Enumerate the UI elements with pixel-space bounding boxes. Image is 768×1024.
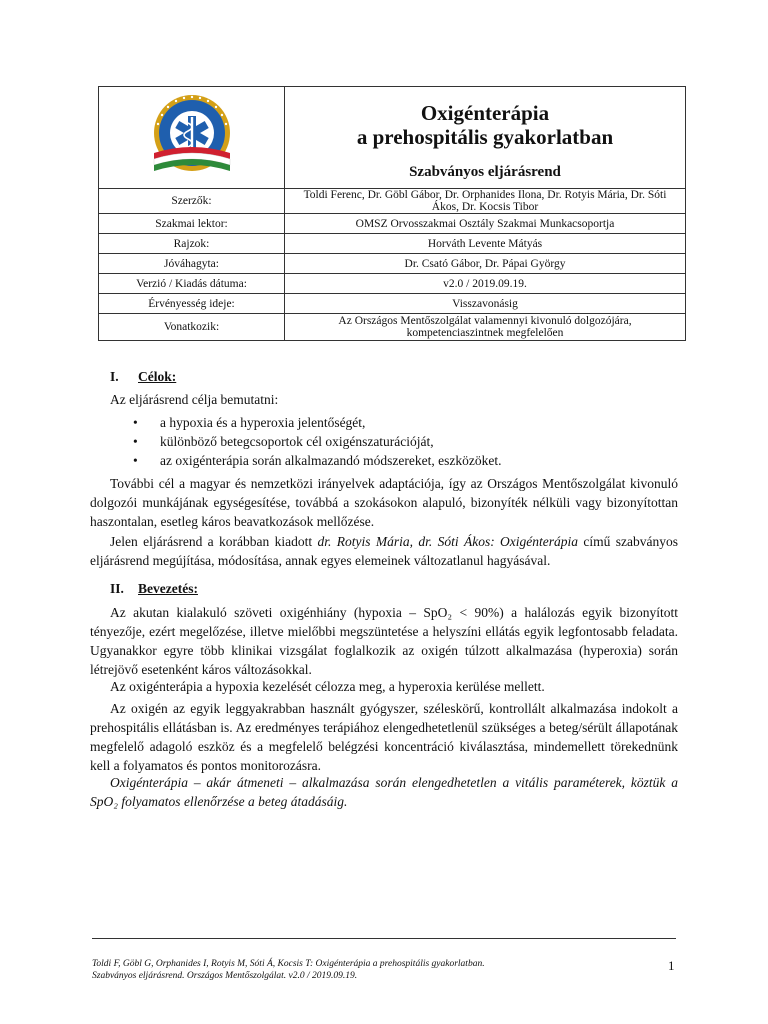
page-number: 1 <box>668 958 675 973</box>
row-value-approved: Dr. Csató Gábor, Dr. Pápai György <box>285 254 686 274</box>
row-value-applies: Az Országos Mentőszolgálat valamennyi kivonuló dolgozójára, kompetenciaszintnek megfelelően <box>285 314 686 341</box>
row-value-version: v2.0 / 2019.09.19. <box>285 274 686 294</box>
logo-cell <box>99 87 285 189</box>
section-title: Célok: <box>138 369 177 384</box>
paragraph-hypoxia: Az akutan kialakuló szöveti oxigénhiány (hypoxia – SpO₂ < 90%) a halálozás egyik bizonyított tényezője, ezért megelőzése, illetve mielőbbi megszüntetése a helyszíni ellátás egyik legfontosabb feladata. Ugyanakkor egyre több klinikai vizsgálat foglalkozik az oxigén túlzott alkalmazása (hyperoxia) során létrejövő esetenként káros változásokkal. <box>90 605 678 677</box>
row-label-drawings: Rajzok: <box>99 234 285 254</box>
document-title-line2: a prehospitális gyakorlatban <box>356 125 614 149</box>
paragraph-text: Jelen eljárásrend a korábban kiadott <box>110 534 318 549</box>
row-value-validity: Visszavonásig <box>285 294 686 314</box>
goals-intro: Az eljárásrend célja bemutatni: <box>110 392 279 407</box>
footer-citation-line2: Szabványos eljárásrend. Országos Mentőszolgálat. v2.0 / 2019.09.19. <box>92 971 358 981</box>
section-title: Bevezetés: <box>138 581 198 596</box>
section-number: II. <box>110 581 124 596</box>
row-label-validity: Érvényesség ideje: <box>99 294 285 314</box>
section-heading-goals <box>110 369 176 385</box>
document-title-line1: Oxigénterápia <box>420 101 550 125</box>
bullet-icon: • <box>133 415 138 430</box>
list-item-text: a hypoxia és a hyperoxia jelentőségét, <box>160 415 366 430</box>
document-subtitle: Szabványos eljárásrend <box>409 164 561 180</box>
footer-citation-line1: Toldi F, Göbl G, Orphanides I, Rotyis M, Sóti Á, Kocsis T: Oxigénterápia a prehospitális gyakorlatban. <box>92 959 485 969</box>
paragraph-citation: dr. Rotyis Mária, dr. Sóti Ákos: Oxigénterápia <box>317 534 579 549</box>
ambulance-service-logo <box>142 91 242 185</box>
section-number: I. <box>110 369 119 384</box>
paragraph-monitoring: Oxigénterápia – akár átmeneti – alkalmazása során elengedhetetlen a vitális paraméterek, köztük a SpO₂ folyamatos ellenőrzése a beteg átadásáig. <box>90 775 678 809</box>
row-value-reviewer: OMSZ Orvosszakmai Osztály Szakmai Munkacsoportja <box>285 214 686 234</box>
paragraph-oxygen-use: Az oxigén az egyik leggyakrabban használt gyógyszer, széleskörű, kontrollált alkalmazása indokolt a prehospitális ellátásban is. Az eredményes terápiához elengedhetetlenül szükséges a beteg/sérült állapotának megfelelő adagoló eszköz és a megfelelő belégzési koncentráció kiválasztása, mindemellett törekednünk kell a folyamatos és pontos monitorozásra. <box>90 701 678 773</box>
paragraph-therapy-aim: Az oxigénterápia a hypoxia kezelését célozza meg, a hyperoxia kerülése mellett. <box>110 679 545 694</box>
bullet-icon: • <box>133 434 138 449</box>
header-table <box>98 86 686 341</box>
row-label-version: Verzió / Kiadás dátuma: <box>99 274 285 294</box>
row-label-approved: Jóváhagyta: <box>99 254 285 274</box>
footer-citation <box>92 958 612 982</box>
bullet-icon: • <box>133 453 138 468</box>
title-cell <box>285 87 686 189</box>
list-item-text: az oxigénterápia során alkalmazandó módszereket, eszközöket. <box>160 453 502 468</box>
section-heading-introduction <box>110 581 198 597</box>
row-label-authors: Szerzők: <box>99 189 285 214</box>
row-label-applies: Vonatkozik: <box>99 314 285 341</box>
paragraph-further-goals: További cél a magyar és nemzetközi irányelvek adaptációja, így az Országos Mentőszolgálat kivonuló dolgozói munkájának egységesítése, továbbá a szokásokon alapuló, bizonyíték nélküli vagy bizonyítottan haszontalan, esetleg káros beavatkozások mellőzése. <box>90 476 678 529</box>
row-value-drawings: Horváth Levente Mátyás <box>285 234 686 254</box>
row-label-reviewer: Szakmai lektor: <box>99 214 285 234</box>
paragraph-revision-note <box>90 532 678 570</box>
row-value-authors: Toldi Ferenc, Dr. Göbl Gábor, Dr. Orphanides Ilona, Dr. Rotyis Mária, Dr. Sóti Ákos, Dr. Kocsis Tibor <box>285 189 686 214</box>
list-item-text: különböző betegcsoportok cél oxigénszaturációját, <box>160 434 434 449</box>
paragraph-text: című szabványos eljárásrend megújítása, módosítása, annak egyes elemeinek változatlanul hagyásával. <box>90 534 679 568</box>
footer-divider <box>92 938 676 939</box>
